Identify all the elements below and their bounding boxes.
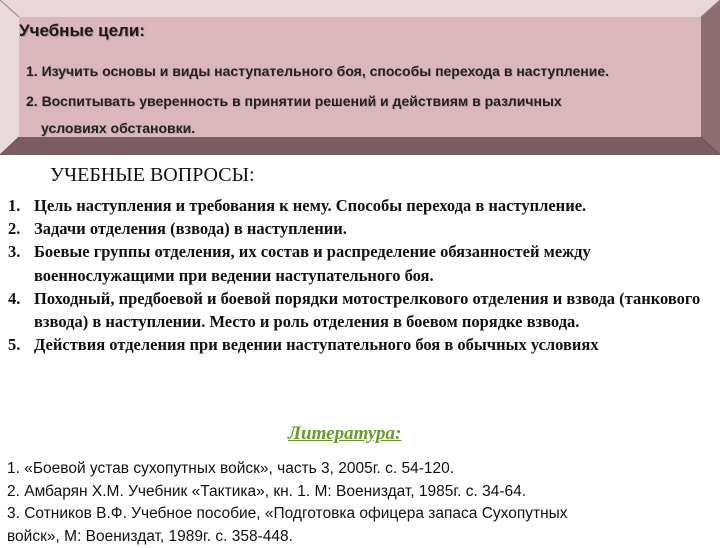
question-item: [8, 217, 708, 240]
literature-ref: 3. Сотников В.Ф. Учебное пособие, «Подготовка офицера запаса Сухопутных: [7, 503, 707, 526]
questions-title: УЧЕБНЫЕ ВОПРОСЫ:: [50, 164, 255, 187]
question-item: [8, 287, 708, 333]
goals-title: Учебные цели:: [19, 21, 145, 41]
question-number: 1.: [8, 194, 20, 217]
literature-title: Литература:: [288, 423, 401, 445]
question-number: 4.: [8, 287, 20, 310]
question-item: [8, 333, 708, 356]
question-item: [8, 240, 708, 286]
goals-frame: [0, 0, 720, 155]
question-number: 2.: [8, 217, 20, 240]
question-item: [8, 194, 708, 217]
literature-ref: 1. «Боевой устав сухопутных войск», часть 3, 2005г. с. 54-120.: [7, 458, 707, 481]
question-text: Боевые группы отделения, их состав и распределение обязанностей между военнослужащими при ведении наступательного боя.: [34, 242, 591, 284]
question-text: Походный, предбоевой и боевой порядки мотострелкового отделения и взвода (танкового взвода) в наступлении. Место и роль отделения в боевом порядке взвода.: [34, 289, 700, 331]
goal-item-1: 1. Изучить основы и виды наступательного боя, способы перехода в наступление.: [26, 63, 609, 79]
question-number: 3.: [8, 240, 20, 263]
goal-item-2-line-1: 2. Воспитывать уверенность в принятии решений и действиям в различных: [26, 93, 562, 109]
question-number: 5.: [8, 333, 20, 356]
question-text: Задачи отделения (взвода) в наступлении.: [34, 219, 347, 238]
question-text: Цель наступления и требования к нему. Способы перехода в наступление.: [34, 196, 586, 215]
literature-ref: войск», М: Воениздат, 1989г. с. 358-448.: [7, 526, 707, 548]
goal-item-2-line-2: условиях обстановки.: [41, 120, 195, 136]
questions-list: [8, 194, 708, 356]
question-text: Действия отделения при ведении наступательного боя в обычных условиях: [34, 335, 599, 354]
literature-list: [7, 458, 707, 548]
goals-panel: [19, 17, 701, 137]
literature-ref: 2. Амбарян Х.М. Учебник «Тактика», кн. 1. М: Воениздат, 1985г. с. 34-64.: [7, 481, 707, 504]
